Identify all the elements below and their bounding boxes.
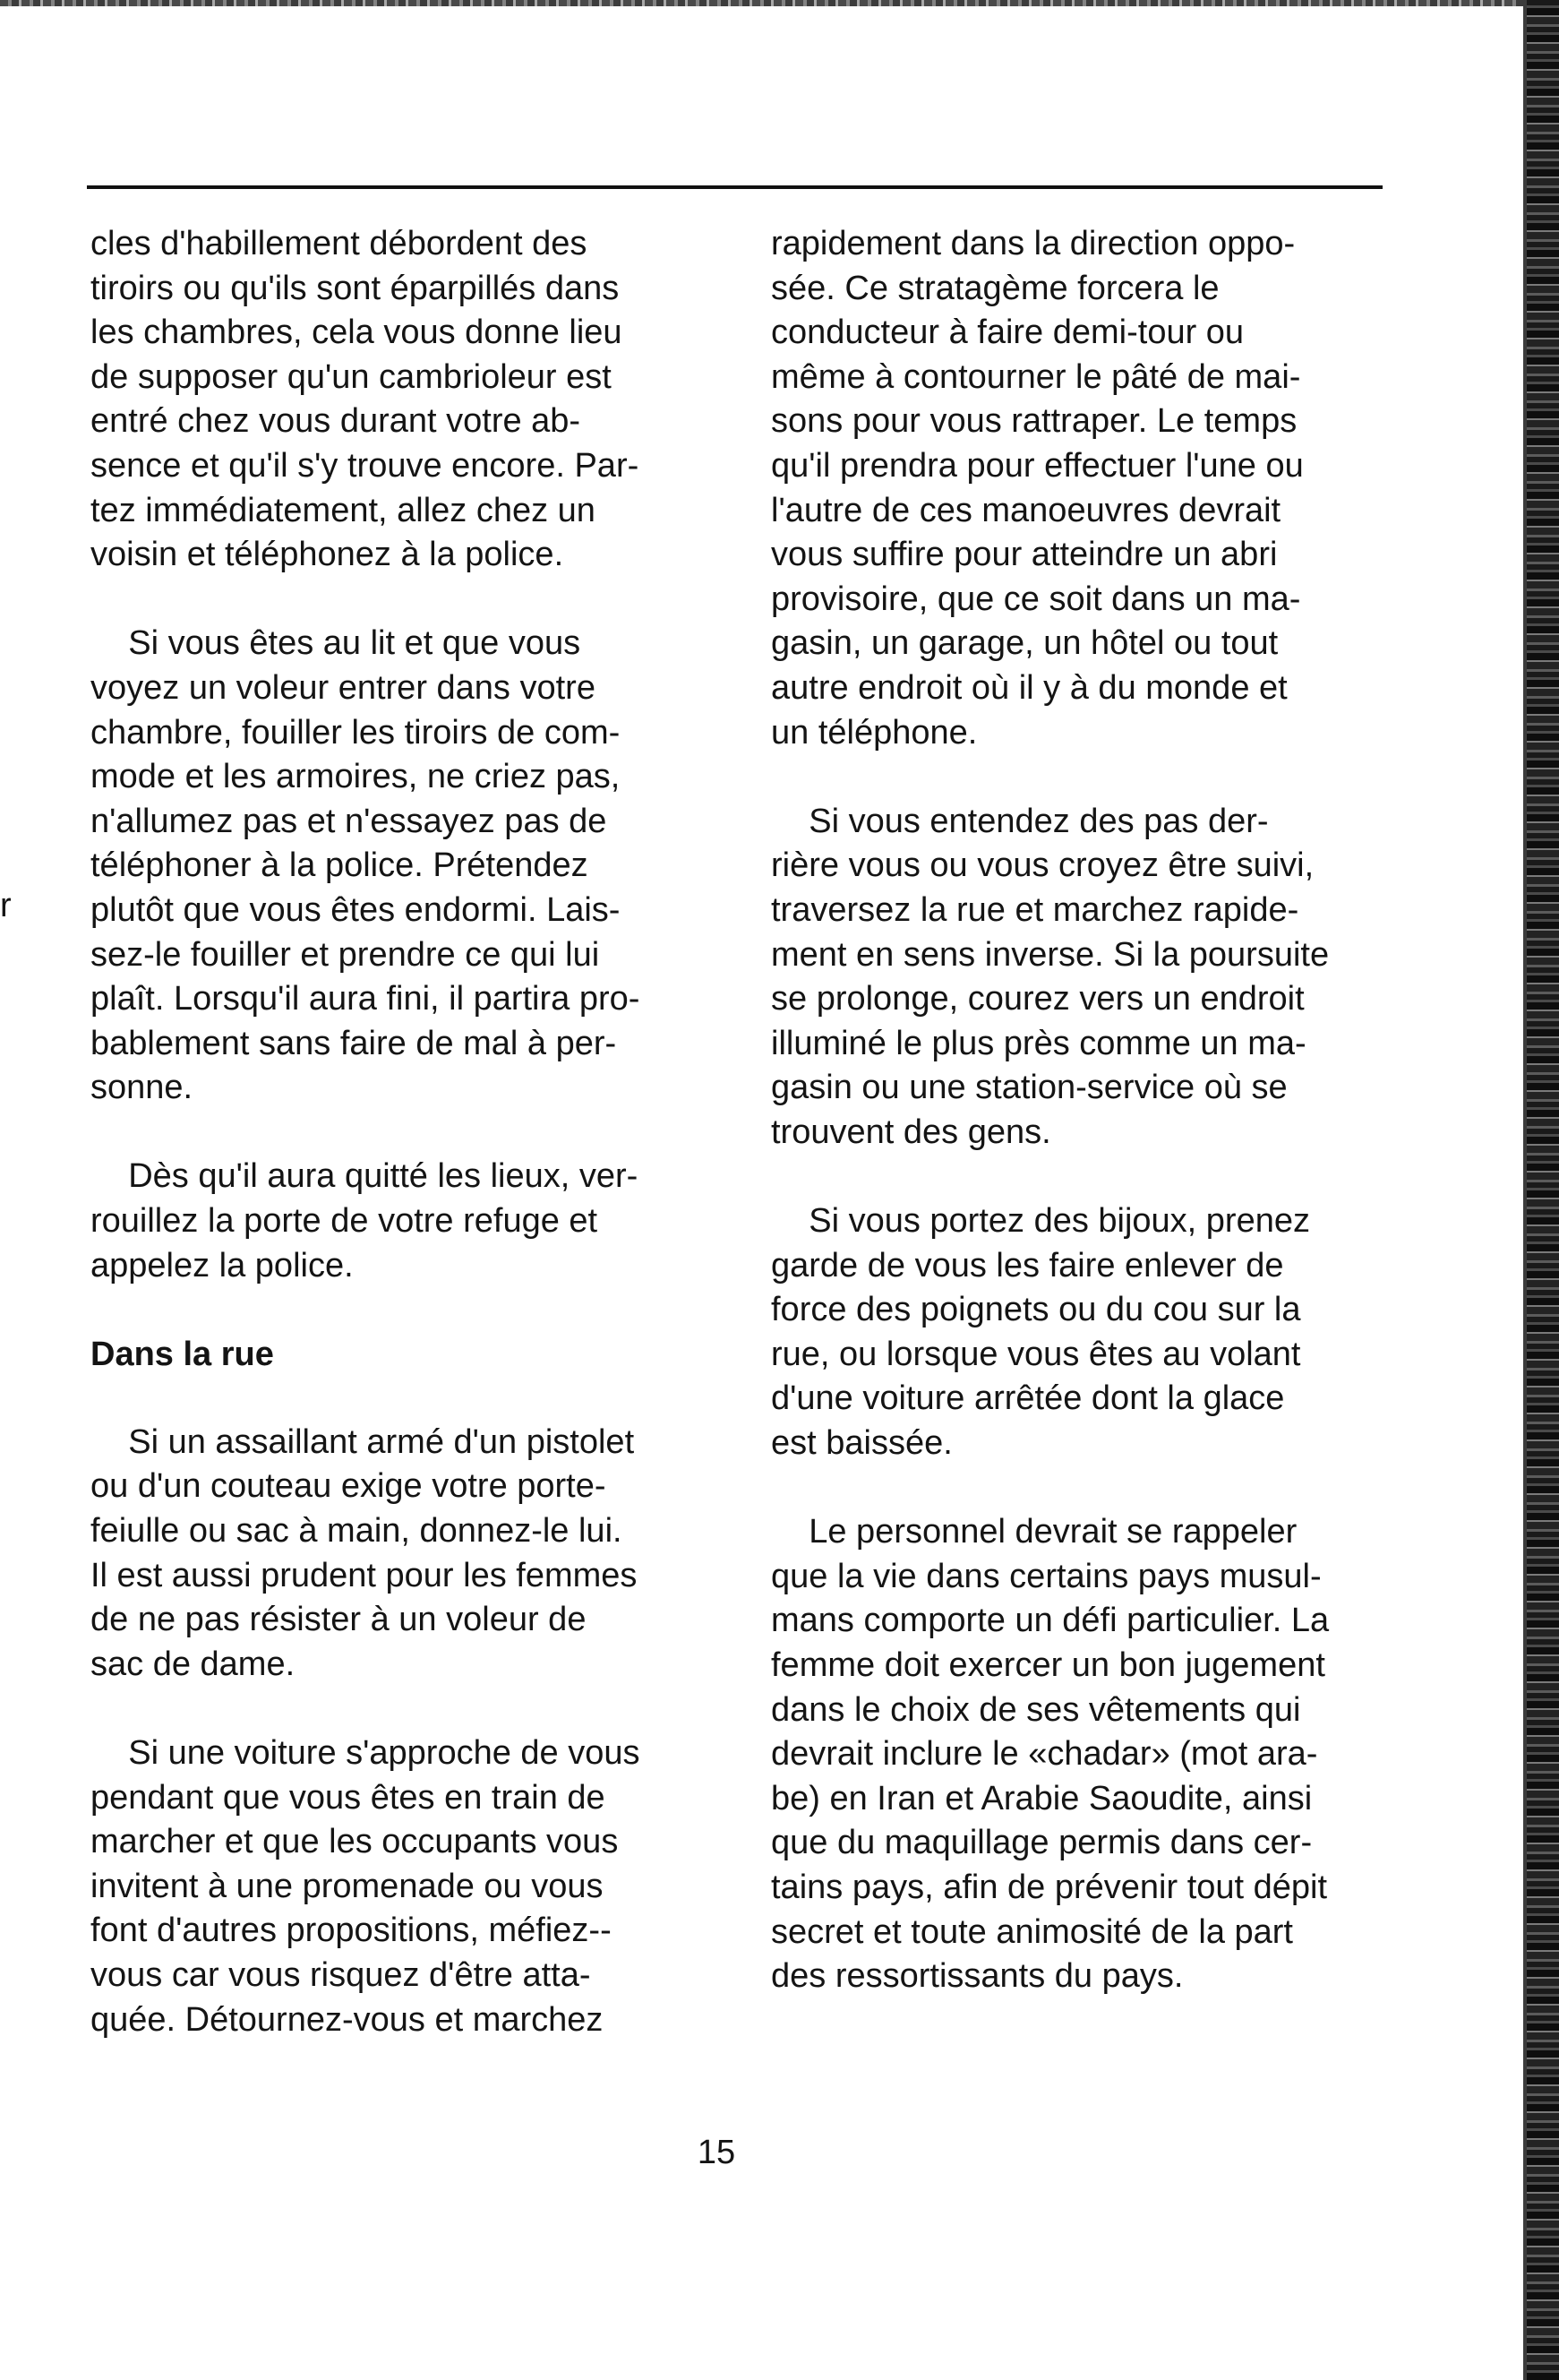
text-line: Le personnel devrait se rappeler [771, 1513, 1298, 1551]
paragraph [771, 800, 1434, 1156]
text-line: Si vous entendez des pas der- [771, 802, 1269, 840]
scan-edge-right [1527, 0, 1559, 2380]
text-line: Dès qu'il aura quitté les lieux, ver- [90, 1157, 638, 1196]
text-line: font d'autres propositions, méfiez-- [90, 1912, 612, 1950]
text-line: force des poignets ou du cou sur la [771, 1291, 1301, 1329]
scan-edge-top [0, 0, 1559, 6]
text-line: de ne pas résister à un voleur de [90, 1601, 587, 1639]
text-line: l'autre de ces manoeuvres devrait [771, 491, 1281, 529]
text-line: gasin ou une station-service où se [771, 1069, 1288, 1107]
paragraph [90, 1731, 753, 2042]
text-line: se prolonge, courez vers un endroit [771, 980, 1305, 1018]
text-line: Si vous êtes au lit et que vous [90, 624, 581, 663]
text-line: tains pays, afin de prévenir tout dépit [771, 1868, 1328, 1906]
paragraph [90, 1155, 753, 1288]
text-line: Si une voiture s'approche de vous [90, 1734, 640, 1772]
text-line: que du maquillage permis dans cer- [771, 1824, 1313, 1862]
text-line: garde de vous les faire enlever de [771, 1246, 1284, 1285]
text-line: ment en sens inverse. Si la poursuite [771, 935, 1330, 974]
text-line: marcher et que les occupants vous [90, 1823, 619, 1861]
paragraph [90, 622, 753, 1111]
paragraph [771, 1199, 1434, 1466]
text-line: chambre, fouiller les tiroirs de com- [90, 713, 621, 752]
text-line: n'allumez pas et n'essayez pas de [90, 802, 607, 840]
text-line: autre endroit où il y à du monde et [771, 668, 1288, 707]
text-line: mans comporte un défi particulier. La [771, 1602, 1330, 1640]
text-line: ou d'un couteau exige votre porte- [90, 1467, 606, 1506]
text-line: vous car vous risquez d'être atta- [90, 1955, 591, 1994]
text-line: vous suffire pour atteindre un abri [771, 536, 1278, 574]
text-line: entré chez vous durant votre ab- [90, 402, 581, 441]
text-line: appelez la police. [90, 1246, 354, 1285]
text-line: tez immédiatement, allez chez un [90, 491, 595, 529]
text-line: Il est aussi prudent pour les femmes [90, 1556, 638, 1594]
text-line: que la vie dans certains pays musul- [771, 1557, 1322, 1595]
text-line: plutôt que vous êtes endormi. Lais- [90, 890, 621, 929]
text-line: même à contourner le pâté de mai- [771, 357, 1301, 396]
section-heading: Dans la rue [90, 1336, 274, 1374]
text-line: plaît. Lorsqu'il aura fini, il partira pro- [90, 980, 640, 1018]
text-line: un téléphone. [771, 713, 978, 752]
text-line: secret et toute animosité de la part [771, 1912, 1293, 1951]
text-line: pendant que vous êtes en train de [90, 1778, 605, 1817]
text-line: les chambres, cela vous donne lieu [90, 314, 622, 352]
text-line: dans le choix de ses vêtements qui [771, 1690, 1301, 1729]
text-line: quée. Détournez-vous et marchez [90, 2000, 604, 2039]
text-line: voyez un voleur entrer dans votre [90, 668, 595, 707]
page-number: 15 [697, 2134, 736, 2171]
text-line: illuminé le plus près comme un ma- [771, 1024, 1306, 1062]
paragraph [90, 222, 753, 578]
text-line: voisin et téléphonez à la police. [90, 536, 564, 574]
header-rule [87, 185, 1383, 189]
text-line: devrait inclure le «chadar» (mot ara- [771, 1735, 1318, 1774]
text-line: gasin, un garage, un hôtel ou tout [771, 624, 1279, 663]
text-line: sence et qu'il s'y trouve encore. Par- [90, 446, 639, 485]
text-line: est baissée. [771, 1424, 953, 1463]
text-line: de supposer qu'un cambrioleur est [90, 357, 612, 396]
text-line: rouillez la porte de votre refuge et [90, 1202, 598, 1241]
stray-margin-mark: r [0, 887, 12, 924]
text-line: femme doit exercer un bon jugement [771, 1646, 1325, 1684]
right-column [771, 222, 1434, 1999]
text-line: d'une voiture arrêtée dont la glace [771, 1379, 1285, 1418]
text-line: sée. Ce stratagème forcera le [771, 269, 1220, 307]
paragraph [90, 1421, 753, 1688]
text-line: des ressortissants du pays. [771, 1957, 1184, 1996]
text-line: trouvent des gens. [771, 1113, 1051, 1151]
text-line: rapidement dans la direction oppo- [771, 225, 1296, 262]
text-line: traversez la rue et marchez rapide- [771, 890, 1299, 929]
text-line: cles d'habillement débordent des [90, 225, 587, 262]
text-line: bablement sans faire de mal à per- [90, 1024, 617, 1062]
text-line: sonne. [90, 1069, 193, 1107]
text-line: Si un assaillant armé d'un pistolet [90, 1422, 635, 1461]
text-line: mode et les armoires, ne criez pas, [90, 758, 621, 796]
text-line: rue, ou lorsque vous êtes au volant [771, 1335, 1301, 1373]
text-line: conducteur à faire demi-tour ou [771, 314, 1245, 352]
text-line: rière vous ou vous croyez être suivi, [771, 846, 1315, 885]
text-line: sons pour vous rattraper. Le temps [771, 402, 1298, 441]
left-column [90, 222, 753, 2042]
text-line: sez-le fouiller et prendre ce qui lui [90, 935, 600, 974]
text-line: téléphoner à la police. Prétendez [90, 846, 588, 885]
text-line: sac de dame. [90, 1645, 296, 1683]
text-line: tiroirs ou qu'ils sont éparpillés dans [90, 269, 620, 307]
text-line: Si vous portez des bijoux, prenez [771, 1202, 1310, 1241]
text-line: be) en Iran et Arabie Saoudite, ainsi [771, 1779, 1313, 1817]
paragraph [771, 222, 1434, 755]
text-line: provisoire, que ce soit dans un ma- [771, 580, 1301, 618]
paragraph [771, 1510, 1434, 1999]
text-line: feiulle ou sac à main, donnez-le lui. [90, 1512, 622, 1551]
text-line: invitent à une promenade ou vous [90, 1867, 604, 1905]
text-line: qu'il prendra pour effectuer l'une ou [771, 446, 1304, 485]
